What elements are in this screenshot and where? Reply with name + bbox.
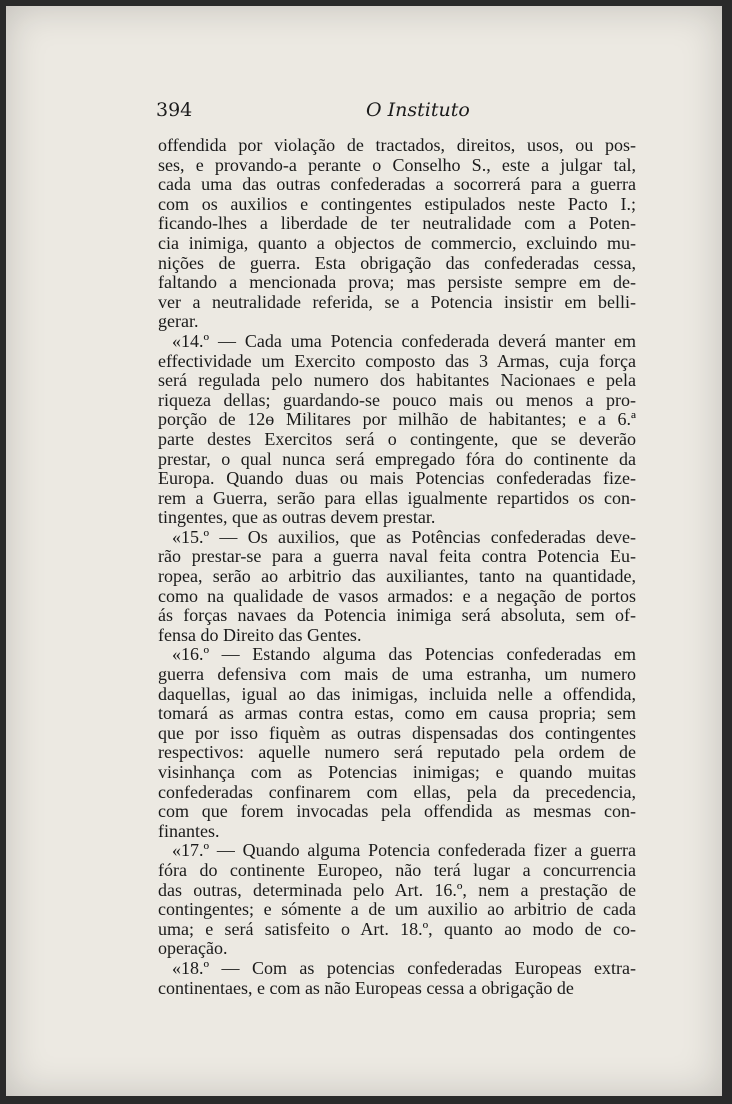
text-line: tomará as armas contra estas, como em causa propria; sem bbox=[158, 703, 636, 724]
paragraph bbox=[158, 332, 636, 528]
text-line: effectividade um Exercito composto das 3 Armas, cuja força bbox=[158, 350, 636, 371]
text-line: parte destes Exercitos será o contingente, que se deverão bbox=[158, 428, 636, 449]
paragraph bbox=[158, 959, 636, 998]
paragraph bbox=[158, 136, 636, 332]
text-line: faltando a mencionada prova; mas persiste sempre em de- bbox=[158, 272, 636, 293]
text-line: ficando-lhes a liberdade de ter neutralidade com a Poten- bbox=[158, 213, 636, 234]
text-line: tingentes, que as outras devem prestar. bbox=[158, 507, 436, 528]
text-line: rem a Guerra, serão para ellas igualmente repartidos os con- bbox=[158, 487, 636, 508]
text-line: com que forem invocadas pela offendida as mesmas con- bbox=[158, 801, 636, 822]
text-line: daquellas, igual ao das inimigas, incluida nelle a offendida, bbox=[158, 683, 636, 704]
text-line: offendida por violação de tractados, direitos, usos, ou pos- bbox=[158, 135, 636, 155]
text-line: «18.º — Com as potencias confederadas Europeas extra- bbox=[172, 957, 636, 978]
text-line: cia inimiga, quanto a objectos de commercio, excluindo mu- bbox=[158, 232, 636, 253]
text-line: que por isso fiquèm as outras dispensadas dos contingentes bbox=[158, 722, 636, 743]
paragraph bbox=[158, 645, 636, 841]
text-line: uma; e será satisfeito o Art. 18.º, quanto ao modo de co- bbox=[158, 918, 636, 939]
text-line: visinhança com as Potencias inimigas; e quando muitas bbox=[158, 762, 636, 782]
text-line: continentaes, e com as não Europeas cessa a obrigação de bbox=[158, 977, 574, 998]
text-line: como na qualidade de vasos armados: e a negação de portos bbox=[158, 585, 636, 606]
text-line: «14.º — Cada uma Potencia confederada deverá manter em bbox=[172, 330, 636, 351]
book-page bbox=[6, 6, 722, 1096]
text-line: rão prestar-se para a guerra naval feita contra Potencia Eu- bbox=[158, 546, 636, 567]
page-number: 394 bbox=[156, 99, 193, 121]
text-line: ás forças navaes da Potencia inimiga será absoluta, sem of- bbox=[158, 605, 636, 626]
text-line: nições de guerra. Esta obrigação das confederadas cessa, bbox=[158, 252, 636, 273]
body-text bbox=[158, 136, 636, 998]
paragraph bbox=[158, 841, 636, 959]
text-line: ropea, serão ao arbitrio das auxiliantes, tanto na quantidade, bbox=[158, 566, 636, 587]
text-line: Europa. Quando duas ou mais Potencias confederadas fize- bbox=[158, 468, 636, 489]
text-line: fensa do Direito das Gentes. bbox=[158, 624, 362, 645]
text-line: contingentes; e sómente a de um auxilio ao arbitrio de cada bbox=[158, 899, 636, 920]
text-line: das outras, determinada pelo Art. 16.º, nem a prestação de bbox=[158, 879, 636, 900]
text-line: porção de 12ɵ Militares por milhão de habitantes; e a 6.ª bbox=[158, 409, 636, 430]
text-line: operação. bbox=[158, 938, 228, 959]
paragraph bbox=[158, 528, 636, 646]
text-line: confederadas confinarem com ellas, pela da precedencia, bbox=[158, 781, 636, 802]
text-line: ses, e provando-a perante o Conselho S., este a julgar tal, bbox=[158, 154, 636, 175]
text-line: será regulada pelo numero dos habitantes Nacionaes e pela bbox=[158, 370, 636, 391]
text-line: «17.º — Quando alguma Potencia confederada fizer a guerra bbox=[172, 840, 636, 861]
text-line: guerra defensiva com mais de uma estranha, um numero bbox=[158, 664, 636, 685]
text-line: prestar, o qual nunca será empregado fóra do continente da bbox=[158, 448, 636, 469]
text-line: riqueza dellas; guardando-se pouco mais ou menos a pro- bbox=[158, 389, 636, 410]
text-line: «16.º — Estando alguma das Potencias confederadas em bbox=[172, 644, 636, 665]
page-header bbox=[156, 99, 636, 125]
running-title: O Instituto bbox=[366, 99, 470, 121]
text-line: fóra do continente Europeo, não terá lugar a concurrencia bbox=[158, 859, 636, 880]
text-line: finantes. bbox=[158, 820, 220, 841]
text-line: respectivos: aquelle numero será reputado pela ordem de bbox=[158, 742, 636, 763]
text-line: ver a neutralidade referida, se a Potencia insistir em belli- bbox=[158, 291, 636, 312]
text-line: com os auxilios e contingentes estipulados neste Pacto I.; bbox=[158, 193, 636, 214]
text-line: «15.º — Os auxilios, que as Potências confederadas deve- bbox=[172, 526, 636, 547]
text-line: cada uma das outras confederadas a socorrerá para a guerra bbox=[158, 174, 636, 195]
text-line: gerar. bbox=[158, 311, 199, 332]
